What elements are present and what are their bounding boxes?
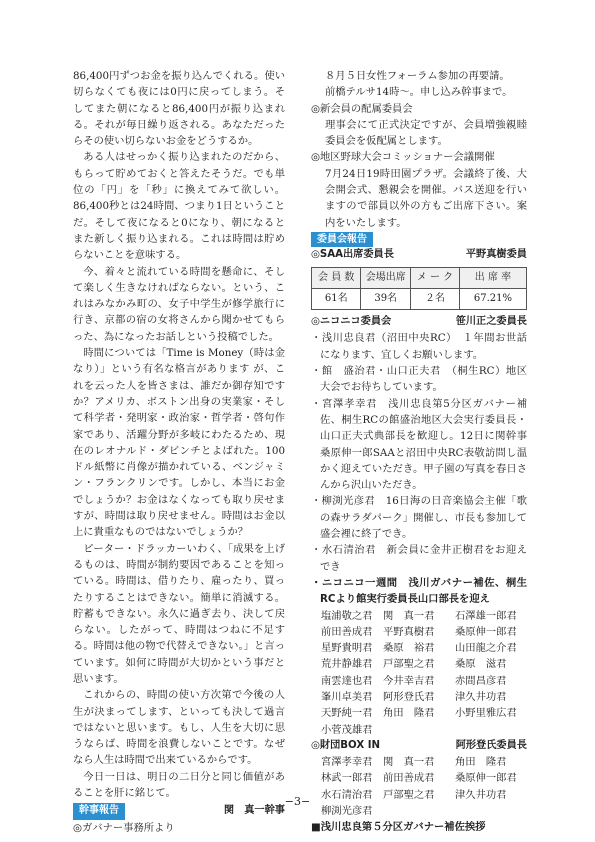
member-name: 戸部聖之君: [383, 658, 435, 671]
box-chair: 阿形登氏委員長: [455, 739, 527, 751]
attendance-header: メ ー ク: [410, 267, 459, 288]
niko-name-list: [311, 608, 527, 738]
saa-chair: 平野真樹委員: [465, 249, 527, 261]
paragraph: 今日一日は、明日の二日分と同じ価値があることを肝に銘じて。: [73, 770, 285, 800]
niko-item: ・柳渕光彦君 16日海の日音楽協会主催「歌の森サラダパーク」開催し、市長も参加して盛会裡に終了でき。: [311, 495, 527, 541]
member-name: 塩浦敬之君: [321, 609, 373, 622]
member-name: 赤間昌彦君: [455, 674, 507, 687]
paragraph: ある人はせっかく振り込まれたのだから、もらって貯めておくと答えたそうだ。でも単位の「円」を「秒」に換えてみて欲しい。86,400秒とは24時間、つまり1日ということだ。そして夜になると0になり、朝になるとまた新しく振り込まれる。これは時間は貯めらないことを意味する。: [73, 151, 285, 262]
attendance-value: 61名: [312, 288, 361, 309]
kanji-report-banner: 幹事報告: [73, 803, 125, 819]
baseball-body: 7月24日19時田園プラザ。会議終了後、大会開会式、懇親会を開催。バス送迎を行いますので部員以外の方もご出席下さい。案内をいたします。: [325, 167, 527, 229]
member-name: 桑原伸一郎君: [455, 625, 517, 638]
governor-office-line: ◎ガバナー事務所より: [73, 821, 175, 834]
member-name: 柳渕光彦君: [321, 805, 373, 818]
kanji-reporter: 関 真一幹事: [223, 805, 285, 817]
member-name: 前田善成君: [321, 625, 373, 638]
member-name: 前田善成君: [383, 772, 435, 785]
closing-heading: ■浅川忠良第５分区ガバナー補佐挨拶: [311, 821, 486, 834]
niko-item: ・館 盛治君・山口正夫君 （桐生RC）地区大会でお待ちしています。: [311, 365, 527, 394]
member-name: 今井幸吉君: [383, 674, 435, 687]
member-name: 桑原伸一郎君: [455, 772, 517, 785]
member-name: 水石清治君: [321, 788, 373, 801]
attendance-value: 67.21%: [459, 288, 526, 309]
member-name: 星野貴明君: [321, 642, 373, 655]
box-header: [311, 738, 527, 754]
member-name: 山田龍之介君: [455, 642, 517, 655]
member-name: 宮澤孝幸君: [321, 756, 373, 769]
member-name: 桑原 滋君: [455, 658, 507, 671]
saa-title: ◎SAA出席委員長: [311, 249, 394, 261]
right-column: [311, 68, 527, 836]
member-name: 小野里雅広君: [455, 707, 517, 720]
paragraph: 今、着々と流れている時間を懸命に、そして楽しく生きなければならない。という、これはみなかみ町の、女子中学生が修学旅行に行き、京都の宿の女将さんから聞かせてもらった、為になったお話しという投稿でした。: [73, 265, 285, 343]
member-name: 角田 隆君: [383, 707, 435, 720]
niko-title: ◎ニコニコ委員会: [311, 316, 392, 328]
box-name-list: [311, 754, 527, 819]
attendance-value: 39名: [361, 288, 410, 309]
box-title: ◎財団BOX IN: [311, 739, 381, 751]
member-name: 石澤雄一郎君: [455, 609, 517, 622]
attendance-table: [311, 267, 527, 311]
member-name: 林武一郎君: [321, 772, 373, 785]
attendance-header: 会 員 数: [312, 267, 361, 288]
attendance-header: 出 席 率: [459, 267, 526, 288]
page-number: −3−: [284, 795, 311, 808]
left-column: [73, 68, 285, 836]
committee-report-banner: 委員会報告: [311, 232, 373, 247]
member-name: 関 真一君: [383, 609, 435, 622]
paragraph: 時間については「Time is Money（時は金なり）」という有名な格言があります が、これを云った人を皆さまは、誰だか御存知ですか？アメリカ、ボストン出身の実業家・そして科学者・発明家・政治家・哲学者・啓句作家であり、活躍分野が多岐にわたるため、現在のレオナルド・ダビンチとよばれた。100ドル紙幣に肖像が描かれている、ベンジャミン・フランクリンです。しかし、本当にお金でしょうか？お金はなくなっても取り戻せますが、時間は取り戻せません。時間はお金以上に貴重なものではないでしょうか？: [73, 347, 285, 539]
attendance-header: 会場出席: [361, 267, 410, 288]
member-name: 津久井功君: [455, 788, 507, 801]
niko-item: ・水石清治君 新会員に金井正樹君をお迎えでき: [311, 544, 527, 573]
niko-week-title: ・ニコニコ一週間 浅川ガバナー補佐、桐生RCより館実行委員長山口部長を迎え: [311, 576, 527, 606]
saa-header: [311, 247, 527, 263]
new-member-title: ◎新会員の配属委員会: [311, 102, 413, 115]
paragraph: ピーター・ドラッカーいわく、「成果を上げるものは、時間が制約要因であることを知っている。時間は、借りたり、雇ったり、買ったりすることはできない。簡単に消滅する。貯蓄もできない。永久に過ぎ去り、決して戻らない。したがって、時間はつねに不足する。時間は他の物で代替えできない。」と言っています。如何に時間が大切かという事だと思います。: [73, 542, 285, 685]
attendance-value: ２名: [410, 288, 459, 309]
niko-item: ・宮澤孝幸君 浅川忠良第5分区ガバナー補佐、桐生RCの館盛治地区大会実行委員長・山口正夫式典部長を歓迎し。12日に関幹事桑原伸一郎SAAと沼田中央RC表敬訪問し温かく迎えていただき。甲子園の写真を春日さんから沢山いただき。: [311, 397, 527, 492]
member-name: 桑原 裕君: [383, 642, 435, 655]
member-name: 津久井功君: [455, 690, 507, 703]
member-name: 平野真樹君: [383, 625, 435, 638]
paragraph: 86,400円ずつお金を振り込んでくれる。使い切らなくても夜には0円に戻ってしまう。そしてまた朝になると86,400円が振り込まれる。それが毎日繰り返される。あなただったらその使い切らないお金をどうするか。: [73, 70, 285, 148]
member-name: 戸部聖之君: [383, 788, 435, 801]
member-name: 関 真一君: [383, 756, 435, 769]
baseball-title: ◎地区野球大会コミッショナー会議開催: [311, 151, 495, 164]
member-name: 荒井静雄君: [321, 658, 373, 671]
member-name: 小菅茂雄君: [321, 723, 373, 736]
niko-item: ・浅川忠良君（沼田中央RC） １年間お世話になります、宜しくお願いします。: [311, 332, 527, 361]
member-name: 角田 隆君: [455, 756, 507, 769]
member-name: 南雲達也君: [321, 674, 373, 687]
member-name: 天野純一君: [321, 707, 373, 720]
member-name: 阿形登氏君: [383, 690, 435, 703]
niko-chair: 笹川正之委員長: [455, 316, 527, 328]
forum-line-1: ８月５日女性フォーラム参加の再要請。: [325, 70, 510, 82]
paragraph: これからの、時間の使い方次第で今後の人生が決まってします、といっても決して過言ではないと思います。もし、人生を大切に思うならば、時間を浪費しないことです。なぜなら人生は時間で出来ているからです。: [73, 689, 285, 767]
member-name: 峯川卓美君: [321, 690, 373, 703]
new-member-body: 理事会にて正式決定ですが、会員増強親睦委員会を仮配属とします。: [325, 118, 527, 148]
niko-header: [311, 314, 527, 330]
forum-line-2: 前橋テルサ14時〜。申し込み幹事まで。: [325, 86, 513, 99]
